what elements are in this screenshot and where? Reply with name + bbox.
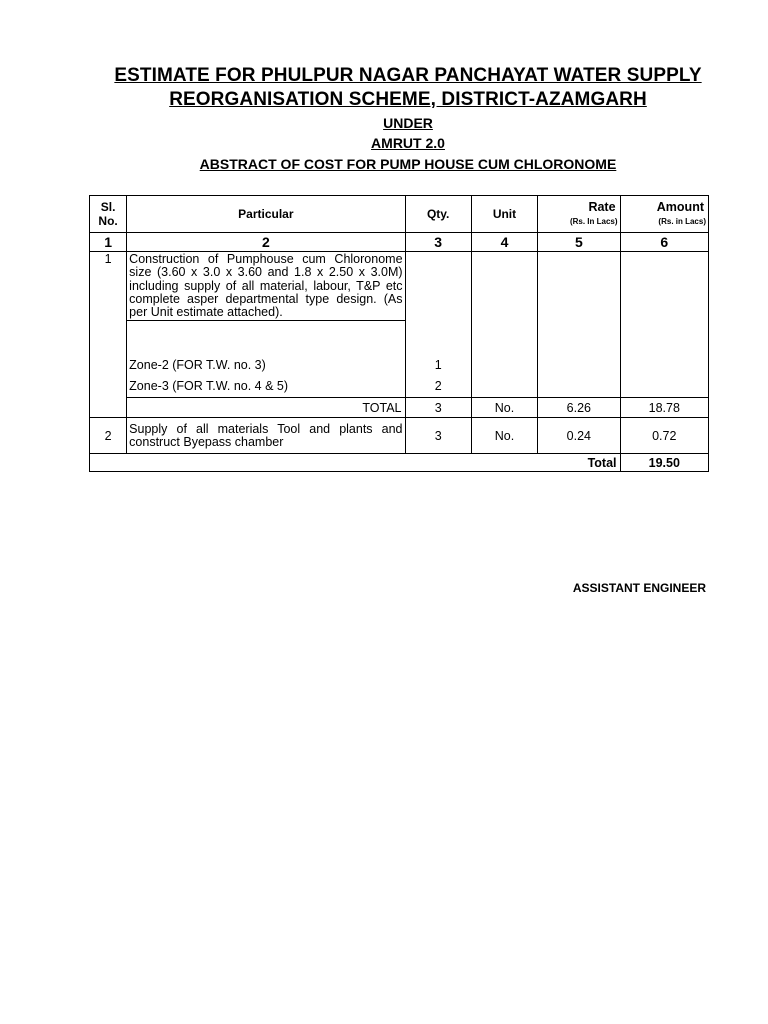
item1-total-label: TOTAL [127,398,405,418]
item1-unit-blank [471,252,537,398]
col-header-amount [620,196,708,233]
item1-sl: 1 [90,252,127,418]
item2-sl: 2 [90,418,127,454]
table-row [90,418,709,454]
item1-zone-qty-cell [405,252,471,398]
item1-rate-blank [538,252,620,398]
col-header-sl: Sl. No. [90,196,127,233]
item2-unit: No. [471,418,537,454]
item1-zone3-qty: 2 [434,379,442,394]
col-number-2: 2 [127,233,405,252]
item1-zone3: Zone-3 (FOR T.W. no. 4 & 5) [127,376,405,398]
item2-amount: 0.72 [620,418,708,454]
item1-zone2: Zone-2 (FOR T.W. no. 3) [129,358,266,373]
item1-particular: Construction of Pumphouse cum Chloronome size (3.60 x 3.0 x 3.60 and 1.8 x 2.50 x 3.0M) including supply of all material, labour, T&P etc complete asper departmental type design. (As per Unit estimate attached). [127,252,405,321]
rate-label: Rate [588,200,616,214]
grand-total-value: 19.50 [620,454,708,472]
item1-amount: 18.78 [620,398,708,418]
amount-unit-label: (Rs. in Lacs) [658,217,706,226]
col-header-qty: Qty. [405,196,471,233]
col-number-4: 4 [471,233,537,252]
col-header-particular: Particular [127,196,405,233]
col-number-5: 5 [538,233,620,252]
item1-qty: 3 [405,398,471,418]
col-header-unit: Unit [471,196,537,233]
col-number-1: 1 [90,233,127,252]
item1-unit: No. [471,398,537,418]
rate-unit-label: (Rs. In Lacs) [569,217,618,226]
table-row [90,398,709,418]
col-number-6: 6 [620,233,708,252]
abstract-heading: ABSTRACT OF COST FOR PUMP HOUSE CUM CHLORONOME [199,156,617,172]
title-line-1: ESTIMATE FOR PHULPUR NAGAR PANCHAYAT WATER SUPPLY [114,65,702,86]
item1-rate: 6.26 [538,398,620,418]
item1-amount-blank [620,252,708,398]
col-number-3: 3 [405,233,471,252]
grand-total-row [90,454,709,472]
amount-label: Amount [656,200,704,214]
grand-total-label: Total [90,454,621,472]
title-line-2: REORGANISATION SCHEME, DISTRICT-AZAMGARH [169,89,647,110]
cost-abstract-table [89,195,709,472]
column-number-row [90,233,709,252]
item2-particular: Supply of all materials Tool and plants and construct Byepass chamber [127,418,405,454]
item1-zone2-qty: 1 [434,358,442,373]
table-header-row [90,196,709,233]
scheme-name: AMRUT 2.0 [371,135,445,151]
item2-rate: 0.24 [538,418,620,454]
table-row [90,252,709,321]
col-header-rate [538,196,620,233]
item2-qty: 3 [405,418,471,454]
signature-designation: ASSISTANT ENGINEER [572,581,706,595]
under-label: UNDER [383,115,433,131]
